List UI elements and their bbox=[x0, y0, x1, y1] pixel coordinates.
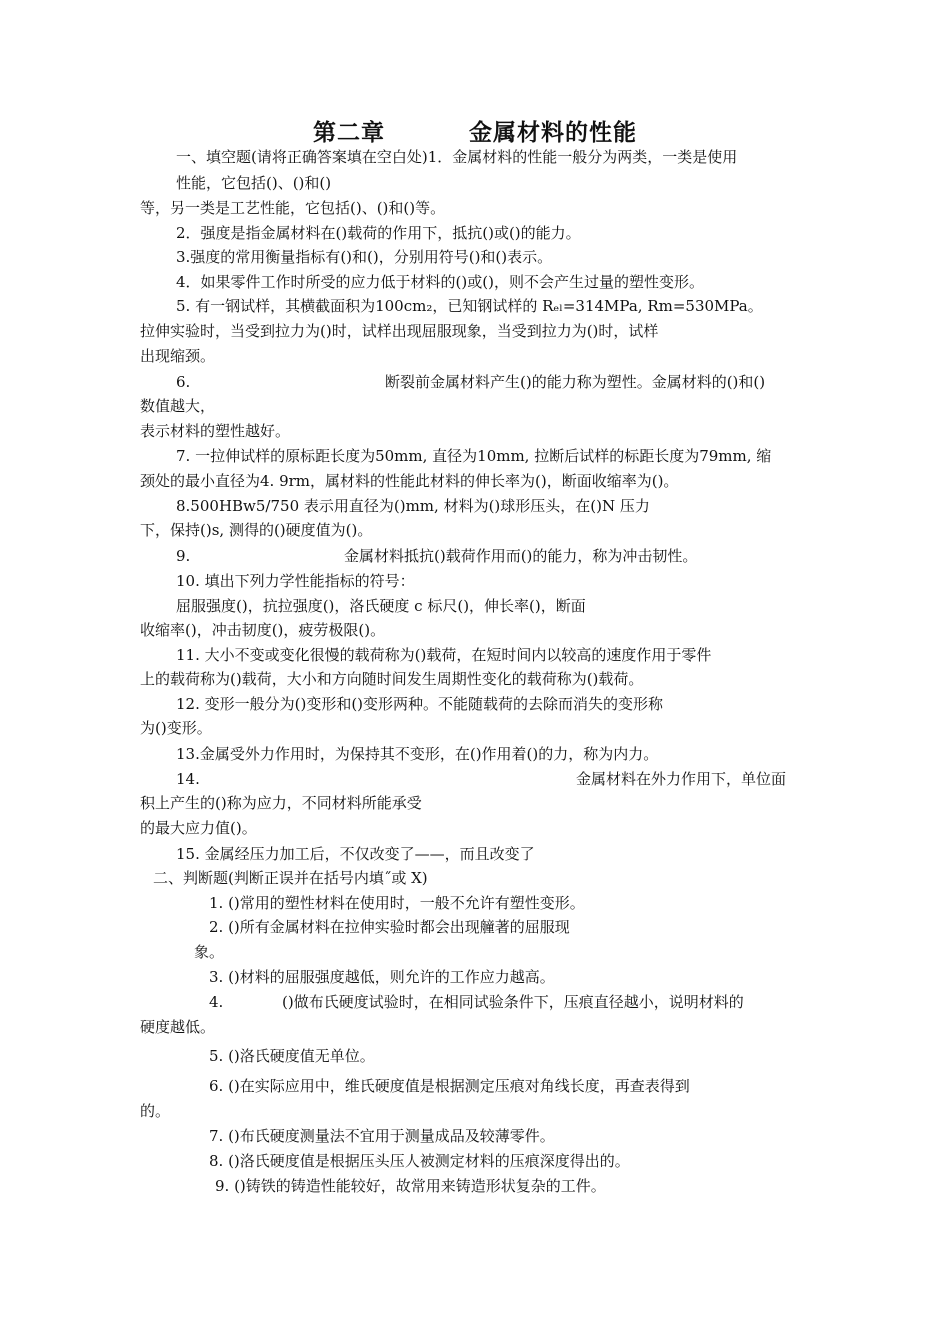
tf-question-3: 3. ()材料的屈服强度越低，则允许的工作应力越高。 bbox=[209, 968, 555, 986]
tf-question-8: 8. ()洛氏硬度值是根据压头压人被测定材料的压痕深度得出的。 bbox=[209, 1152, 630, 1170]
question-2: 2．强度是指金属材料在()载荷的作用下，抵抗()或()的能力。 bbox=[176, 224, 581, 242]
text-line: 颈处的最小直径为4. 9rm，属材料的性能此材料的伸长率为()，断面收缩率为()。 bbox=[140, 472, 679, 490]
question-11: 11. 大小不变或变化很慢的载荷称为()载荷，在短时间内以较高的速度作用于零件 bbox=[176, 646, 712, 664]
tf-question-1: 1. ()常用的塑性材料在使用时，一般不允许有塑性变形。 bbox=[209, 894, 585, 912]
tf-question-4: ()做布氏硬度试验时，在相同试验条件下，压痕直径越小，说明材料的 bbox=[282, 993, 744, 1011]
chapter-number: 第二章 bbox=[313, 120, 385, 146]
text-line: 为()变形。 bbox=[140, 719, 212, 737]
text-line: 的最大应力值()。 bbox=[140, 819, 257, 837]
section-heading-true-false: 二、判断题(判断正误并在括号内填˝或 X) bbox=[153, 869, 428, 887]
text-line: 硬度越低。 bbox=[140, 1018, 216, 1036]
text-line: 屈服强度()，抗拉强度()，洛氏硬度 c 标尺()，伸长率()，断面 bbox=[176, 597, 586, 615]
chapter-title bbox=[0, 114, 950, 147]
text-line: 表示材料的塑性越好。 bbox=[140, 422, 291, 440]
question-10: 10. 填出下列力学性能指标的符号： bbox=[176, 572, 415, 590]
text-line: 收缩率()，冲击韧度()，疲劳极限()。 bbox=[140, 621, 386, 639]
question-3: 3.强度的常用衡量指标有()和()，分别用符号()和()表示。 bbox=[176, 248, 553, 266]
tf-question-6: 6. ()在实际应用中，维氏硬度值是根据测定压痕对角线长度，再查表得到 bbox=[209, 1077, 690, 1095]
question-4: 4．如果零件工作时所受的应力低于材料的()或()，则不会产生过量的塑性变形。 bbox=[176, 273, 704, 291]
text-line: 象。 bbox=[194, 943, 225, 961]
tf-question-5: 5. ()洛氏硬度值无单位。 bbox=[209, 1047, 375, 1065]
question-6-number: 6. bbox=[176, 373, 191, 391]
question-9: 金属材料抵抗()载荷作用而()的能力，称为冲击韧性。 bbox=[344, 547, 698, 565]
text-line: 数值越大， bbox=[140, 397, 216, 415]
text-line: 积上产生的()称为应力，不同材料所能承受 bbox=[140, 794, 422, 812]
text-line: 的。 bbox=[140, 1102, 171, 1120]
text-line: 性能，它包括()、()和() bbox=[176, 174, 332, 192]
question-13: 13.金属受外力作用时，为保持其不变形，在()作用着()的力，称为内力。 bbox=[176, 745, 659, 763]
question-14-number: 14. bbox=[176, 770, 200, 788]
text-line: 等，另一类是工艺性能，它包括()、()和()等。 bbox=[140, 199, 446, 217]
text-line: 下，保持()s, 测得的()硬度值为()。 bbox=[140, 521, 373, 539]
chapter-subject: 金属材料的性能 bbox=[469, 120, 637, 146]
text-line: 上的载荷称为()载荷，大小和方向随时间发生周期性变化的载荷称为()载荷。 bbox=[140, 670, 644, 688]
section-heading-fill-in: 一、填空题(请将正确答案填在空白处)1．金属材料的性能一般分为两类，一类是使用 bbox=[176, 148, 738, 166]
question-6: 断裂前金属材料产生()的能力称为塑性。金属材料的()和() bbox=[385, 373, 766, 391]
tf-question-7: 7. ()布氏硬度测量法不宜用于测量成品及较薄零件。 bbox=[209, 1127, 555, 1145]
text-line: 出现缩颈。 bbox=[140, 347, 216, 365]
tf-question-4-number: 4. bbox=[209, 993, 224, 1011]
text-line: 拉伸实验时，当受到拉力为()时，试样出现屈服现象，当受到拉力为()时，试样 bbox=[140, 322, 659, 340]
question-5: 5. 有一钢试样，其横截面积为100cm₂，已知钢试样的 Rₑₗ=314MPa, Rm=530MPa。 bbox=[176, 297, 763, 315]
question-14: 金属材料在外力作用下，单位面 bbox=[576, 770, 787, 788]
tf-question-2: 2. ()所有金属材料在拉伸实验时都会出现艟著的屈服现 bbox=[209, 918, 570, 936]
question-15: 15. 金属经压力加工后，不仅改变了——，而且改变了 bbox=[176, 845, 535, 863]
question-7: 7. 一拉伸试样的原标距长度为50mm, 直径为10mm, 拉断后试样的标距长度为79mm, 缩 bbox=[176, 447, 772, 465]
question-12: 12. 变形一般分为()变形和()变形两种。不能随载荷的去除而消失的变形称 bbox=[176, 695, 664, 713]
question-8: 8.500HBw5/750 表示用直径为()mm, 材料为()球形压头，在()N 压力 bbox=[176, 497, 650, 515]
tf-question-9: 9. ()铸铁的铸造性能较好，故常用来铸造形状复杂的工件。 bbox=[215, 1177, 606, 1195]
question-9-number: 9. bbox=[176, 547, 191, 565]
